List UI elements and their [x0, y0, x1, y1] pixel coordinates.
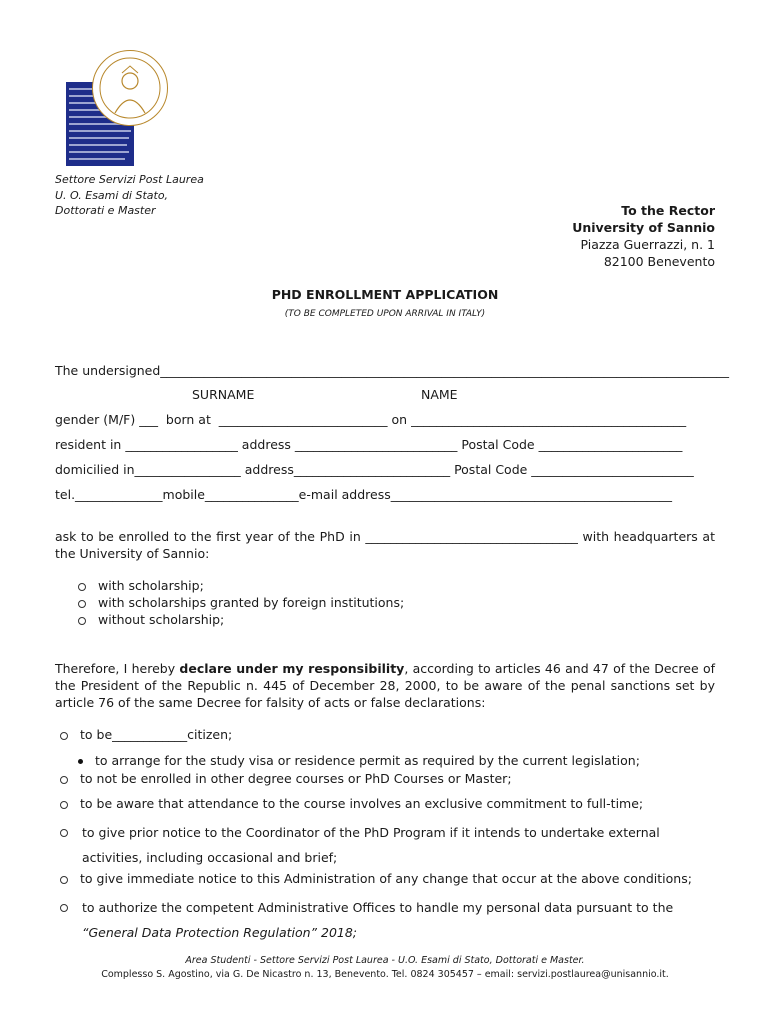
surname-label: SURNAME — [192, 387, 255, 402]
name-label: NAME — [421, 387, 458, 402]
item-visa — [78, 752, 640, 769]
radio-circle-icon[interactable] — [78, 600, 86, 608]
item-label: to not be enrolled in other degree courses or PhD Courses or Master; — [80, 771, 512, 786]
option-circle-icon[interactable] — [60, 732, 68, 740]
item-label: to be aware that attendance to the course involves an exclusive commitment to full-time; — [80, 796, 644, 811]
option-circle-icon[interactable] — [60, 829, 68, 837]
document-subtitle: (TO BE COMPLETED UPON ARRIVAL IN ITALY) — [284, 309, 486, 319]
option-circle-icon[interactable] — [60, 776, 68, 784]
item-label: to give immediate notice to this Administration of any change that occur at the above conditions; — [80, 871, 692, 886]
item-notice-coordinator[interactable] — [60, 820, 715, 870]
document-title: PHD ENROLLMENT APPLICATION — [271, 287, 499, 302]
item-attendance[interactable] — [60, 795, 643, 812]
footer-office: Area Studenti - Settore Servizi Post Laurea - U.O. Esami di Stato, Dottorati e Master. — [185, 955, 585, 966]
declaration-bold: declare under my responsibility — [179, 661, 405, 676]
recipient-address: Piazza Guerrazzi, n. 1 — [580, 237, 715, 252]
option-label: with scholarship; — [98, 578, 204, 593]
declaration-prefix: Therefore, I hereby — [55, 661, 180, 676]
office-line: Settore Servizi Post Laurea — [55, 173, 204, 186]
office-block — [55, 172, 204, 219]
authorize-text: to authorize the competent Administrative Offices to handle my personal data pursuant to the — [82, 900, 674, 915]
option-circle-icon[interactable] — [60, 904, 68, 912]
contact-field[interactable]: tel.______________mobile_______________e-mail address_____________________________________________ — [55, 487, 672, 502]
item-not-enrolled[interactable] — [60, 770, 512, 787]
scholarship-option[interactable] — [78, 611, 404, 628]
option-circle-icon[interactable] — [60, 801, 68, 809]
item-label: to give prior notice to the Coordinator of the PhD Program if it intends to undertake external activities, including occasional and brief; — [82, 825, 660, 865]
option-label: without scholarship; — [98, 612, 225, 627]
recipient-block — [572, 202, 715, 270]
scholarship-options — [78, 577, 404, 628]
declaration-paragraph — [55, 660, 715, 711]
item-authorize[interactable] — [60, 895, 715, 945]
enrollment-request: ask to be enrolled to the first year of the PhD in __________________________________ with headquarters at the University of Sannio: — [55, 529, 715, 561]
item-label: to arrange for the study visa or residence permit as required by the current legislation; — [95, 753, 640, 768]
office-line: Dottorati e Master — [55, 204, 156, 217]
item-label — [82, 895, 715, 945]
domicile-field[interactable]: domicilied in_________________ address_________________________ Postal Code __________________________ — [55, 462, 694, 477]
recipient-city: 82100 Benevento — [603, 254, 715, 269]
undersigned-field[interactable]: The undersigned___________________________________________________________________________________________ — [55, 363, 730, 378]
option-label: with scholarships granted by foreign institutions; — [98, 595, 405, 610]
declaration-suffix: , according to articles 46 and 47 of the Decree of the President of the Republic n. 445 of December 28, 2000, to be aware of the penal sanctions set by article 76 of the same Decree for falsity of acts or false declarations: — [55, 661, 715, 710]
authorize-italic: “General Data Protection Regulation” 2018; — [82, 925, 358, 940]
item-notice-admin[interactable] — [60, 870, 692, 887]
bullet-icon — [78, 759, 83, 764]
item-citizen[interactable] — [60, 726, 232, 743]
gender-birth-field[interactable]: gender (M/F) ___ born at ___________________________ on ____________________________________________ — [55, 412, 687, 427]
radio-circle-icon[interactable] — [78, 583, 86, 591]
footer-address: Complesso S. Agostino, via G. De Nicastro n. 13, Benevento. Tel. 0824 305457 – email: servizi.postlaurea@unisannio.it. — [101, 969, 669, 980]
university-seal-icon — [92, 50, 168, 126]
recipient-title: To the Rector — [621, 203, 715, 218]
recipient-university: University of Sannio — [572, 220, 715, 235]
scholarship-option[interactable] — [78, 577, 404, 594]
residence-field[interactable]: resident in __________________ address __________________________ Postal Code _______________________ — [55, 437, 683, 452]
option-circle-icon[interactable] — [60, 876, 68, 884]
radio-circle-icon[interactable] — [78, 617, 86, 625]
scholarship-option[interactable] — [78, 594, 404, 611]
office-line: U. O. Esami di Stato, — [55, 188, 169, 202]
item-label: to be____________citizen; — [80, 727, 233, 742]
